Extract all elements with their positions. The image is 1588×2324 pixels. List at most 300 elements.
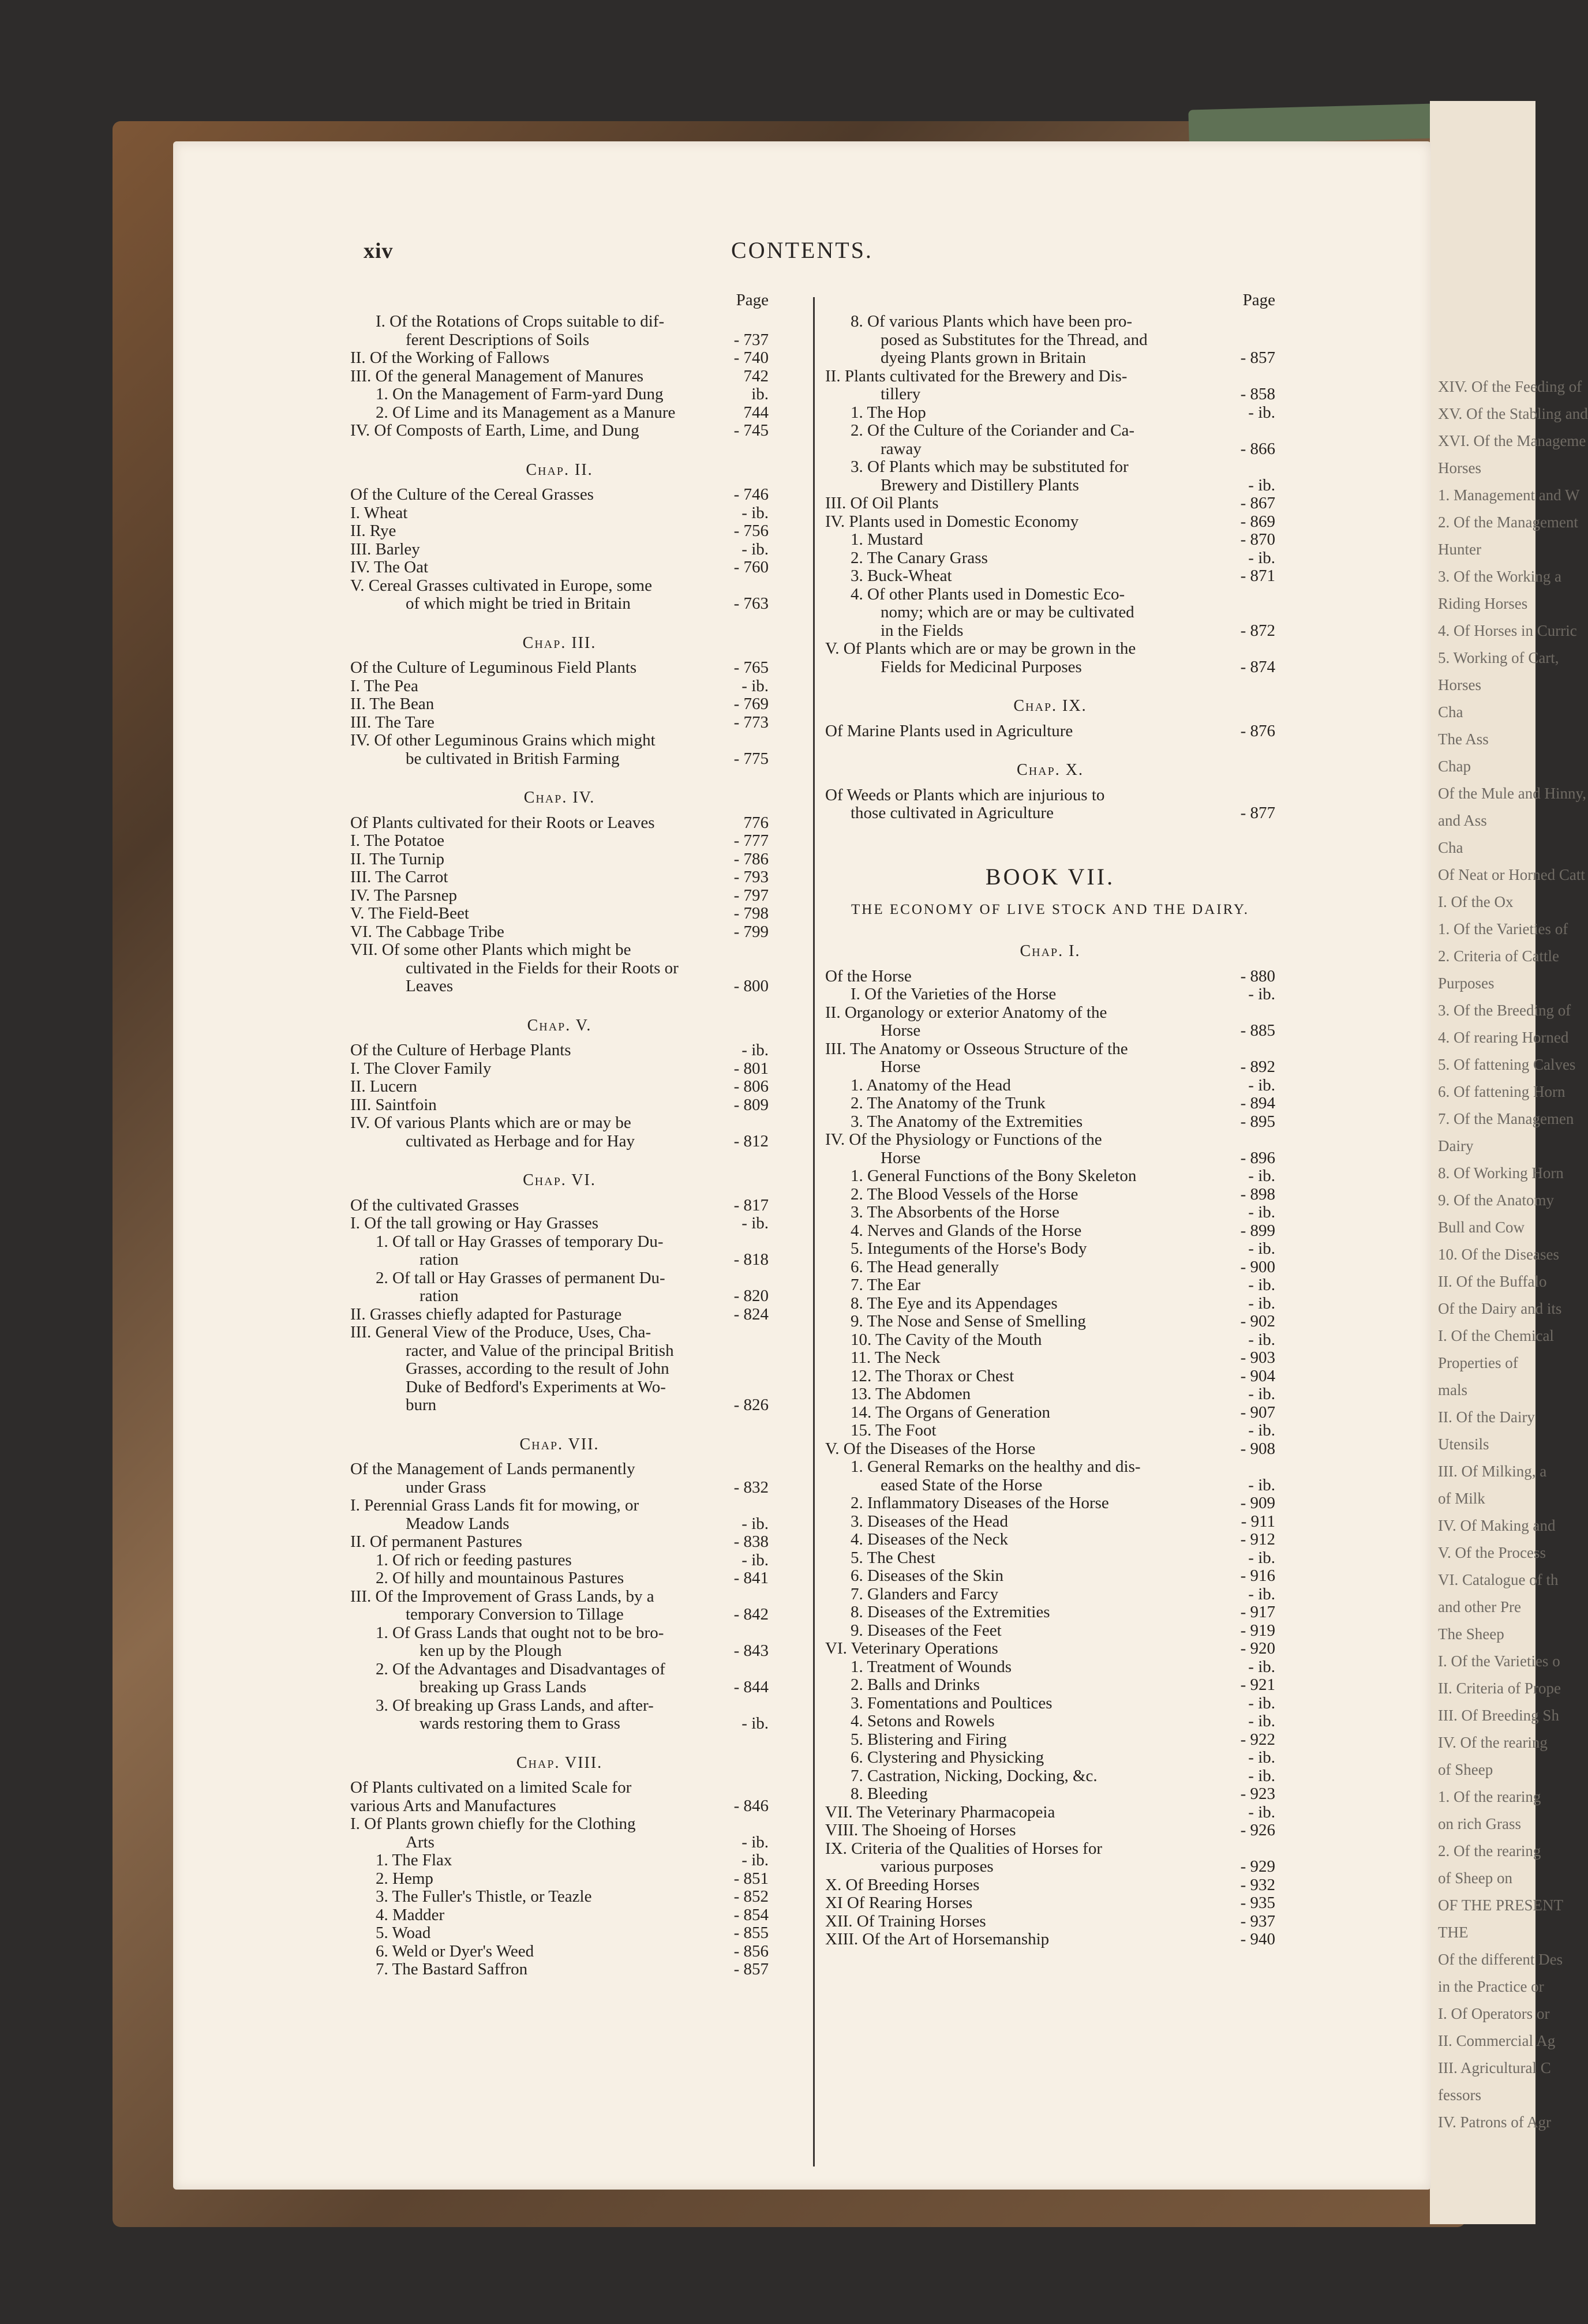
entry-page: - 921 bbox=[1240, 1675, 1275, 1694]
contents-entry bbox=[825, 440, 1275, 459]
contents-entry bbox=[350, 1269, 769, 1288]
contents-entry bbox=[350, 1342, 769, 1360]
entry-page: - 773 bbox=[733, 713, 769, 732]
contents-entry bbox=[350, 1888, 769, 1906]
entry-title: dyeing Plants grown in Britain bbox=[881, 348, 1087, 367]
facing-page-line: mals bbox=[1438, 1381, 1467, 1399]
contents-entry bbox=[825, 658, 1275, 677]
entry-page: - 896 bbox=[1240, 1148, 1275, 1167]
entry-page: - ib. bbox=[1248, 1421, 1275, 1440]
entry-title: wards restoring them to Grass bbox=[420, 1714, 620, 1733]
facing-page-line: 6. Of fattening Horn bbox=[1438, 1083, 1565, 1100]
facing-page-line: 1. Management and W bbox=[1438, 486, 1580, 504]
facing-page-line: III. Agricultural C bbox=[1438, 2059, 1551, 2076]
chapter-heading: Chap. VIII. bbox=[516, 1753, 603, 1772]
entry-title: 4. Of other Plants used in Domestic Eco- bbox=[851, 584, 1125, 604]
entry-title: in the Fields bbox=[881, 621, 964, 640]
contents-entry bbox=[350, 814, 769, 833]
facing-page-line: 7. Of the Managemen bbox=[1438, 1110, 1574, 1127]
contents-entry bbox=[350, 1096, 769, 1115]
entry-title: 1. General Remarks on the healthy and dis- bbox=[851, 1457, 1141, 1476]
contents-entry bbox=[825, 458, 1275, 477]
entry-title: 2. Of the Advantages and Disadvantages of bbox=[376, 1659, 665, 1678]
entry-title: Brewery and Distillery Plants bbox=[881, 475, 1079, 494]
contents-entry bbox=[350, 1533, 769, 1551]
chapter-heading: Chap. IX. bbox=[1013, 697, 1087, 715]
contents-entry bbox=[825, 1331, 1275, 1350]
contents-entry bbox=[825, 622, 1275, 640]
entry-page: - 838 bbox=[733, 1532, 769, 1551]
contents-entry bbox=[825, 1931, 1275, 1949]
facing-page-line: Purposes bbox=[1438, 974, 1495, 992]
chapter-heading: Chap. IV. bbox=[523, 789, 596, 807]
entry-title: various Arts and Manufactures bbox=[350, 1796, 556, 1815]
facing-page-line: XVI. Of the Manageme bbox=[1438, 432, 1586, 449]
entry-page: - 916 bbox=[1240, 1566, 1275, 1585]
contents-entry bbox=[350, 977, 769, 996]
page-column-label: Page bbox=[736, 291, 769, 309]
entry-page: - ib. bbox=[1248, 1385, 1275, 1403]
entry-page: - 919 bbox=[1240, 1621, 1275, 1640]
contents-entry bbox=[825, 1785, 1275, 1804]
contents-entry bbox=[825, 1276, 1275, 1295]
contents-entry bbox=[825, 404, 1275, 422]
contents-entry bbox=[350, 1551, 769, 1570]
facing-page-line: 10. Of the Diseases bbox=[1438, 1246, 1559, 1263]
entry-title: 2. Balls and Drinks bbox=[851, 1675, 980, 1694]
facing-page-line: 9. Of the Anatomy bbox=[1438, 1191, 1554, 1209]
contents-entry bbox=[350, 1870, 769, 1888]
contents-entry bbox=[825, 786, 1275, 805]
contents-entry bbox=[350, 1515, 769, 1534]
entry-title: 11. The Neck bbox=[851, 1348, 941, 1367]
facing-page-line: fessors bbox=[1438, 2086, 1481, 2104]
facing-page-line: 2. Of the Management bbox=[1438, 513, 1578, 531]
facing-page-line: 3. Of the Working a bbox=[1438, 568, 1562, 585]
facing-page-line: I. Of the Varieties o bbox=[1438, 1652, 1560, 1670]
contents-entry bbox=[825, 1149, 1275, 1168]
entry-page: - 765 bbox=[733, 658, 769, 677]
contents-entry bbox=[825, 1313, 1275, 1331]
contents-entry bbox=[350, 1215, 769, 1233]
entry-page: ib. bbox=[751, 385, 769, 403]
contents-right-column bbox=[825, 291, 1275, 1949]
contents-entry bbox=[350, 1815, 769, 1834]
entry-page: - ib. bbox=[1248, 1239, 1275, 1258]
entry-page: - 806 bbox=[733, 1077, 769, 1096]
entry-page: - 898 bbox=[1240, 1185, 1275, 1204]
entry-title: II. Organology or exterior Anatomy of the bbox=[825, 1003, 1107, 1022]
entry-page: - 911 bbox=[1241, 1512, 1275, 1531]
entry-title: Of the cultivated Grasses bbox=[350, 1195, 519, 1215]
entry-page: - 895 bbox=[1240, 1112, 1275, 1131]
contents-entry bbox=[350, 1251, 769, 1269]
contents-entry bbox=[825, 1603, 1275, 1622]
contents-entry bbox=[350, 1834, 769, 1852]
entry-title: Leaves bbox=[406, 977, 454, 995]
entry-title: VII. Of some other Plants which might be bbox=[350, 940, 631, 959]
entry-page: - 907 bbox=[1240, 1403, 1275, 1422]
entry-title: 1. Mustard bbox=[851, 530, 923, 549]
facing-page-line: THE bbox=[1438, 1924, 1469, 1941]
contents-entry bbox=[825, 985, 1275, 1004]
entry-page: 776 bbox=[743, 813, 769, 832]
contents-entry bbox=[350, 1324, 769, 1342]
contents-entry bbox=[350, 422, 769, 440]
chapter-heading: Chap. I. bbox=[1020, 942, 1081, 960]
entry-page: - 852 bbox=[733, 1887, 769, 1906]
entry-page: - 908 bbox=[1240, 1439, 1275, 1458]
contents-entry bbox=[350, 1569, 769, 1588]
entry-page: - 809 bbox=[733, 1095, 769, 1114]
entry-title: Horse bbox=[881, 1058, 921, 1076]
entry-page: - 798 bbox=[733, 904, 769, 923]
contents-entry bbox=[825, 1004, 1275, 1022]
entry-page: - ib. bbox=[741, 539, 769, 558]
entry-title: Of Marine Plants used in Agriculture bbox=[825, 721, 1073, 740]
entry-page: - 760 bbox=[733, 558, 769, 576]
facing-page-line: IV. Patrons of Agr bbox=[1438, 2113, 1552, 2131]
contents-entry bbox=[350, 1197, 769, 1215]
entry-title: 1. Of rich or feeding pastures bbox=[376, 1550, 572, 1569]
facing-page-line: Riding Horses bbox=[1438, 595, 1528, 612]
entry-title: III. Of the general Management of Manures bbox=[350, 366, 644, 385]
entry-title: I. Of the Rotations of Crops suitable to dif- bbox=[376, 312, 665, 331]
contents-entry bbox=[350, 522, 769, 541]
contents-entry bbox=[825, 1240, 1275, 1258]
contents-entry bbox=[825, 1876, 1275, 1895]
entry-page: - ib. bbox=[741, 503, 769, 522]
facing-page-line: II. Criteria of Prope bbox=[1438, 1680, 1561, 1697]
facing-page-line: IV. Of the rearing bbox=[1438, 1734, 1548, 1751]
chapter-heading: Chap. VI. bbox=[523, 1171, 596, 1189]
entry-title: 1. The Flax bbox=[376, 1851, 452, 1869]
facing-page-line: Utensils bbox=[1438, 1435, 1489, 1453]
contents-entry bbox=[825, 1167, 1275, 1186]
contents-entry bbox=[825, 968, 1275, 986]
facing-page-line: Of the Dairy and its bbox=[1438, 1300, 1562, 1317]
contents-entry bbox=[825, 1404, 1275, 1422]
entry-page: - 858 bbox=[1240, 385, 1275, 403]
contents-entry bbox=[825, 567, 1275, 586]
facing-page-line: II. Of the Dairy bbox=[1438, 1408, 1535, 1426]
entry-title: VII. The Veterinary Pharmacopeia bbox=[825, 1802, 1055, 1821]
facing-page-line: Of Neat or Horned Catt bbox=[1438, 866, 1585, 883]
chapter-heading: Chap. VII. bbox=[519, 1435, 600, 1453]
entry-title: 3. The Anatomy of the Extremities bbox=[851, 1112, 1083, 1131]
entry-title: nomy; which are or may be cultivated bbox=[881, 603, 1134, 621]
contents-entry bbox=[825, 1367, 1275, 1386]
entry-page: - 846 bbox=[733, 1796, 769, 1815]
entry-page: - 892 bbox=[1240, 1058, 1275, 1076]
entry-title: 2. The Anatomy of the Trunk bbox=[851, 1094, 1046, 1112]
entry-page: 742 bbox=[743, 366, 769, 385]
facing-page-line: Bull and Cow bbox=[1438, 1219, 1525, 1236]
facing-page-line: IV. Of Making and bbox=[1438, 1517, 1556, 1534]
contents-entry bbox=[825, 1222, 1275, 1240]
facing-page-line: Properties of bbox=[1438, 1354, 1518, 1371]
contents-entry bbox=[825, 1821, 1275, 1840]
entry-title: 7. Castration, Nicking, Docking, &c. bbox=[851, 1766, 1098, 1785]
contents-entry bbox=[825, 586, 1275, 604]
contents-entry bbox=[350, 1078, 769, 1096]
entry-page: - ib. bbox=[1248, 1584, 1275, 1603]
contents-entry bbox=[825, 1131, 1275, 1149]
entry-page: - 903 bbox=[1240, 1348, 1275, 1367]
contents-entry bbox=[825, 1094, 1275, 1113]
entry-title: V. Of Plants which are or may be grown in the bbox=[825, 639, 1136, 658]
contents-entry bbox=[825, 1767, 1275, 1786]
entry-title: IV. Of the Physiology or Functions of the bbox=[825, 1130, 1102, 1149]
entry-page: - ib. bbox=[1248, 1657, 1275, 1676]
contents-entry bbox=[350, 1779, 769, 1797]
entry-page: - ib. bbox=[1248, 1294, 1275, 1313]
entry-page: - ib. bbox=[741, 1214, 769, 1232]
contents-entry bbox=[350, 1060, 769, 1078]
contents-entry bbox=[825, 368, 1275, 386]
entry-page: - ib. bbox=[1248, 1748, 1275, 1767]
entry-page: - 797 bbox=[733, 886, 769, 905]
contents-entry bbox=[350, 404, 769, 422]
page-number: xiv bbox=[364, 239, 394, 263]
contents-entry bbox=[825, 1258, 1275, 1277]
entry-title: XI Of Rearing Horses bbox=[825, 1894, 973, 1912]
entry-title: 1. General Functions of the Bony Skeleton bbox=[851, 1167, 1137, 1185]
entry-title: 2. The Canary Grass bbox=[851, 548, 988, 567]
contents-entry bbox=[350, 1233, 769, 1251]
contents-entry bbox=[350, 1588, 769, 1606]
entry-page: - 740 bbox=[733, 348, 769, 367]
entry-page: - ib. bbox=[741, 676, 769, 695]
contents-entry bbox=[350, 923, 769, 942]
entry-title: burn bbox=[406, 1396, 437, 1414]
contents-entry bbox=[825, 1440, 1275, 1459]
entry-title: racter, and Value of the principal British bbox=[406, 1341, 674, 1360]
entry-title: IV. Plants used in Domestic Economy bbox=[825, 512, 1079, 531]
contents-entry bbox=[350, 750, 769, 769]
entry-page: - 922 bbox=[1240, 1730, 1275, 1749]
contents-entry bbox=[350, 887, 769, 905]
entry-page: - 777 bbox=[733, 831, 769, 850]
entry-title: I. Of Plants grown chiefly for the Clothing bbox=[350, 1815, 636, 1833]
contents-entry bbox=[350, 677, 769, 696]
facing-page-line: 5. Working of Cart, bbox=[1438, 649, 1559, 666]
entry-page: - ib. bbox=[1248, 1712, 1275, 1730]
facing-page-line: III. Of Milking, a bbox=[1438, 1463, 1547, 1480]
entry-page: - 909 bbox=[1240, 1494, 1275, 1512]
entry-title: raway bbox=[881, 439, 922, 458]
entry-page: - 940 bbox=[1240, 1930, 1275, 1948]
entry-title: 3. Of Plants which may be substituted for bbox=[851, 458, 1129, 476]
contents-entry bbox=[825, 1204, 1275, 1222]
chapter-heading: Chap. III. bbox=[522, 634, 597, 652]
entry-title: II. The Turnip bbox=[350, 849, 445, 868]
contents-entry bbox=[350, 595, 769, 613]
contents-entry bbox=[825, 1349, 1275, 1367]
entry-page: - ib. bbox=[1248, 1802, 1275, 1821]
contents-entry bbox=[350, 1378, 769, 1397]
contents-entry bbox=[825, 1513, 1275, 1531]
entry-title: III. General View of the Produce, Uses, Cha- bbox=[350, 1323, 651, 1341]
entry-title: cultivated in the Fields for their Roots or bbox=[406, 958, 679, 977]
entry-title: 3. Fomentations and Poultices bbox=[851, 1693, 1053, 1712]
entry-page: - 832 bbox=[733, 1478, 769, 1497]
entry-page: - 745 bbox=[733, 421, 769, 440]
entry-title: 3. Buck-Wheat bbox=[851, 567, 952, 585]
entry-page: - ib. bbox=[1248, 1766, 1275, 1785]
entry-page: - ib. bbox=[1248, 1075, 1275, 1094]
contents-entry bbox=[350, 349, 769, 368]
entry-title: III. Saintfoin bbox=[350, 1095, 437, 1114]
facing-page-line: I. Of the Ox bbox=[1438, 893, 1514, 910]
entry-title: 8. Diseases of the Extremities bbox=[851, 1603, 1050, 1621]
contents-entry bbox=[825, 1840, 1275, 1858]
entry-page: - 769 bbox=[733, 695, 769, 713]
entry-title: 1. Of tall or Hay Grasses of temporary Du- bbox=[376, 1232, 664, 1251]
entry-page: - 899 bbox=[1240, 1221, 1275, 1240]
entry-title: 10. The Cavity of the Mouth bbox=[851, 1330, 1042, 1349]
contents-entry bbox=[825, 531, 1275, 549]
contents-entry bbox=[350, 1360, 769, 1378]
entry-page: - 902 bbox=[1240, 1312, 1275, 1330]
entry-title: 1. Anatomy of the Head bbox=[851, 1075, 1011, 1094]
entry-page: - 857 bbox=[1240, 348, 1275, 367]
facing-page-line: XV. Of the Stabling and bbox=[1438, 405, 1588, 422]
entry-page: - ib. bbox=[1248, 1475, 1275, 1494]
contents-entry bbox=[825, 1749, 1275, 1767]
facing-page-line: Of the different Des bbox=[1438, 1951, 1563, 1968]
entry-title: I. The Potatoe bbox=[350, 831, 444, 850]
facing-page-line: V. Of the Process bbox=[1438, 1544, 1546, 1561]
entry-title: IV. Of Composts of Earth, Lime, and Dung bbox=[350, 421, 639, 440]
entry-page: - 843 bbox=[733, 1641, 769, 1660]
entry-page: - ib. bbox=[1248, 403, 1275, 422]
entry-title: Of the Management of Lands permanently bbox=[350, 1460, 635, 1478]
contents-entry bbox=[350, 1041, 769, 1060]
entry-title: III. Of Oil Plants bbox=[825, 494, 939, 512]
contents-entry bbox=[350, 1460, 769, 1479]
entry-title: I. Perennial Grass Lands fit for mowing, or bbox=[350, 1496, 639, 1515]
contents-entry bbox=[350, 695, 769, 714]
contents-entry bbox=[350, 1906, 769, 1925]
facing-page-line: 1. Of the Varieties of bbox=[1438, 920, 1568, 938]
facing-page-line: Hunter bbox=[1438, 541, 1481, 558]
entry-title: 2. Hemp bbox=[376, 1869, 433, 1888]
contents-entry bbox=[350, 313, 769, 331]
contents-entry bbox=[350, 1715, 769, 1733]
contents-entry bbox=[350, 1642, 769, 1660]
entry-title: 5. Integuments of the Horse's Body bbox=[851, 1239, 1087, 1258]
facing-page-line: Cha bbox=[1438, 703, 1463, 721]
entry-title: Arts bbox=[406, 1832, 435, 1851]
entry-title: 1. The Hop bbox=[851, 403, 926, 422]
contents-entry bbox=[350, 959, 769, 978]
entry-title: III. Of the Improvement of Grass Lands, by a bbox=[350, 1587, 654, 1606]
entry-page: - ib. bbox=[1248, 985, 1275, 1003]
entry-title: 3. Diseases of the Head bbox=[851, 1512, 1008, 1531]
contents-entry bbox=[350, 331, 769, 350]
contents-entry bbox=[350, 941, 769, 959]
entry-page: - 818 bbox=[733, 1250, 769, 1269]
entry-title: Of the Culture of the Cereal Grasses bbox=[350, 485, 594, 504]
entry-title: IX. Criteria of the Qualities of Horses for bbox=[825, 1839, 1102, 1858]
entry-title: 8. The Eye and its Appendages bbox=[851, 1294, 1058, 1313]
entry-page: - 856 bbox=[733, 1941, 769, 1961]
entry-title: 8. Bleeding bbox=[851, 1785, 928, 1803]
entry-title: 5. Woad bbox=[376, 1924, 431, 1942]
entry-title: IV. Of other Leguminous Grains which might bbox=[350, 731, 656, 749]
right-contents-list bbox=[825, 313, 1275, 1949]
contents-entry bbox=[825, 1658, 1275, 1677]
facing-page-line: I. Of Operators or bbox=[1438, 2005, 1550, 2022]
contents-entry bbox=[350, 504, 769, 523]
facing-page-line: III. Of Breeding Sh bbox=[1438, 1707, 1559, 1724]
contents-entry bbox=[825, 1186, 1275, 1204]
entry-title: II. Of permanent Pastures bbox=[350, 1532, 522, 1551]
contents-entry bbox=[350, 1697, 769, 1715]
contents-entry bbox=[825, 722, 1275, 741]
entry-title: eased State of the Horse bbox=[881, 1475, 1043, 1494]
contents-entry bbox=[825, 1549, 1275, 1568]
entry-title: II. Of the Working of Fallows bbox=[350, 348, 550, 367]
entry-title: I. Of the Varieties of the Horse bbox=[851, 985, 1057, 1003]
entry-title: 14. The Organs of Generation bbox=[851, 1403, 1051, 1422]
entry-title: 3. The Absorbents of the Horse bbox=[851, 1203, 1059, 1221]
entry-title: Of the Horse bbox=[825, 966, 912, 985]
entry-title: 1. Of Grass Lands that ought not to be bro- bbox=[376, 1623, 664, 1642]
entry-page: - 866 bbox=[1240, 439, 1275, 458]
entry-page: - 877 bbox=[1240, 804, 1275, 822]
contents-entry bbox=[350, 1851, 769, 1870]
entry-page: - 874 bbox=[1240, 657, 1275, 676]
entry-page: 744 bbox=[743, 403, 769, 422]
entry-title: ration bbox=[420, 1250, 459, 1269]
entry-title: III. The Tare bbox=[350, 713, 435, 732]
contents-entry bbox=[825, 1422, 1275, 1440]
contents-entry bbox=[350, 850, 769, 869]
entry-page: - ib. bbox=[1248, 1203, 1275, 1221]
entry-title: V. Of the Diseases of the Horse bbox=[825, 1439, 1036, 1458]
contents-entry bbox=[825, 1695, 1275, 1713]
contents-entry bbox=[350, 368, 769, 386]
entry-title: Of Weeds or Plants which are injurious to bbox=[825, 785, 1105, 804]
contents-entry bbox=[350, 486, 769, 504]
entry-title: 2. Of hilly and mountainous Pastures bbox=[376, 1569, 624, 1587]
facing-page-line: VI. Catalogue of th bbox=[1438, 1571, 1559, 1588]
entry-title: 4. Setons and Rowels bbox=[851, 1712, 995, 1730]
entry-title: 3. Of breaking up Grass Lands, and after- bbox=[376, 1696, 654, 1715]
entry-title: 15. The Foot bbox=[851, 1421, 937, 1440]
facing-page-line: 5. Of fattening Calves bbox=[1438, 1056, 1576, 1073]
contents-entry bbox=[350, 1678, 769, 1697]
entry-title: IV. Of various Plants which are or may be bbox=[350, 1114, 631, 1132]
entry-page: - 920 bbox=[1240, 1639, 1275, 1658]
entry-title: XIII. Of the Art of Horsemanship bbox=[825, 1930, 1050, 1948]
entry-title: posed as Substitutes for the Thread, and bbox=[881, 330, 1148, 349]
entry-title: 7. The Ear bbox=[851, 1276, 921, 1294]
entry-page: - 894 bbox=[1240, 1094, 1275, 1112]
entry-page: - ib. bbox=[1248, 1548, 1275, 1567]
contents-entry bbox=[350, 1943, 769, 1961]
contents-entry bbox=[825, 349, 1275, 368]
entry-title: IV. The Oat bbox=[350, 558, 429, 576]
contents-entry bbox=[350, 1479, 769, 1497]
entry-title: ferent Descriptions of Soils bbox=[406, 330, 590, 349]
contents-entry bbox=[825, 1567, 1275, 1585]
entry-page: - ib. bbox=[741, 1041, 769, 1059]
entry-page: - 929 bbox=[1240, 1857, 1275, 1876]
entry-page: - 885 bbox=[1240, 1021, 1275, 1040]
